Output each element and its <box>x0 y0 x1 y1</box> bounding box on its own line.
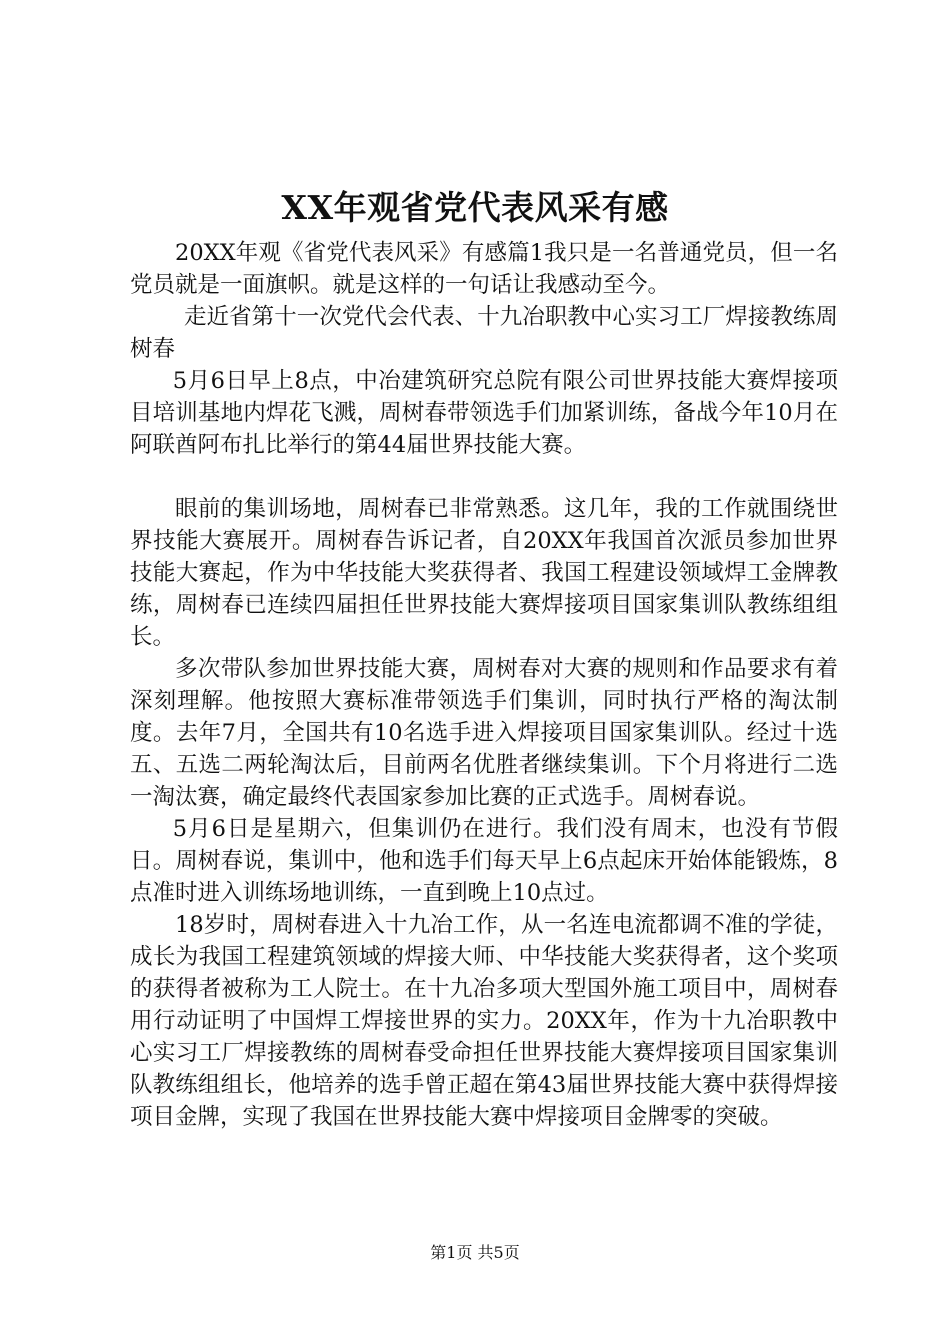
page-footer: 第1页 共5页 <box>430 1243 520 1262</box>
paragraph-spacer <box>130 461 838 493</box>
document-title: XX年观省党代表风采有感 <box>281 188 669 227</box>
paragraph-competition-rules: 多次带队参加世界技能大赛，周树春对大赛的规则和作品要求有着深刻理解。他按照大赛标准带领选手们集训，同时执行严格的淘汰制度。去年7月，全国共有10名选手进入焊接项目国家集训队。经过十选五、五选二两轮淘汰后，目前两名优胜者继续集训。下个月将进行二选一淘汰赛，确定最终代表国家参加比赛的正式选手。周树春说。 <box>130 656 838 810</box>
paragraph-intro: 20XX年观《省党代表风采》有感篇1我只是一名普通党员，但一名党员就是一面旗帜。就是这样的一句话让我感动至今。 <box>130 240 838 298</box>
paragraph-training-site: 眼前的集训场地，周树春已非常熟悉。这几年，我的工作就围绕世界技能大赛展开。周树春告诉记者，自20XX年我国首次派员参加世界技能大赛起，作为中华技能大奖获得者、我国工程建设领域焊工金牌教练，周树春已连续四届担任世界技能大赛焊接项目国家集训队教练组组长。 <box>130 496 838 650</box>
paragraph-schedule: 5月6日是星期六，但集训仍在进行。我们没有周末，也没有节假日。周树春说，集训中，他和选手们每天早上6点起床开始体能锻炼，8点准时进入训练场地训练，一直到晚上10点过。 <box>130 816 838 906</box>
paragraph-career: 18岁时，周树春进入十九冶工作，从一名连电流都调不准的学徒，成长为我国工程建筑领域的焊接大师、中华技能大奖获得者，这个奖项的获得者被称为工人院士。在十九冶多项大型国外施工项目中，周树春用行动证明了中国焊工焊接世界的实力。20XX年，作为十九冶职教中心实习工厂焊接教练的周树春受命担任世界技能大赛焊接项目国家集训队教练组组长，他培养的选手曾正超在第43届世界技能大赛中获得焊接项目金牌，实现了我国在世界技能大赛中焊接项目金牌零的突破。 <box>130 912 838 1130</box>
paragraph-training-base: 5月6日早上8点，中冶建筑研究总院有限公司世界技能大赛焊接项目培训基地内焊花飞溅，周树春带领选手们加紧训练，备战今年10月在阿联酋阿布扎比举行的第44届世界技能大赛。 <box>130 368 838 458</box>
document-body <box>130 237 838 1133</box>
paragraph-subtitle: 走近省第十一次党代会代表、十九冶职教中心实习工厂焊接教练周树春 <box>130 304 838 362</box>
